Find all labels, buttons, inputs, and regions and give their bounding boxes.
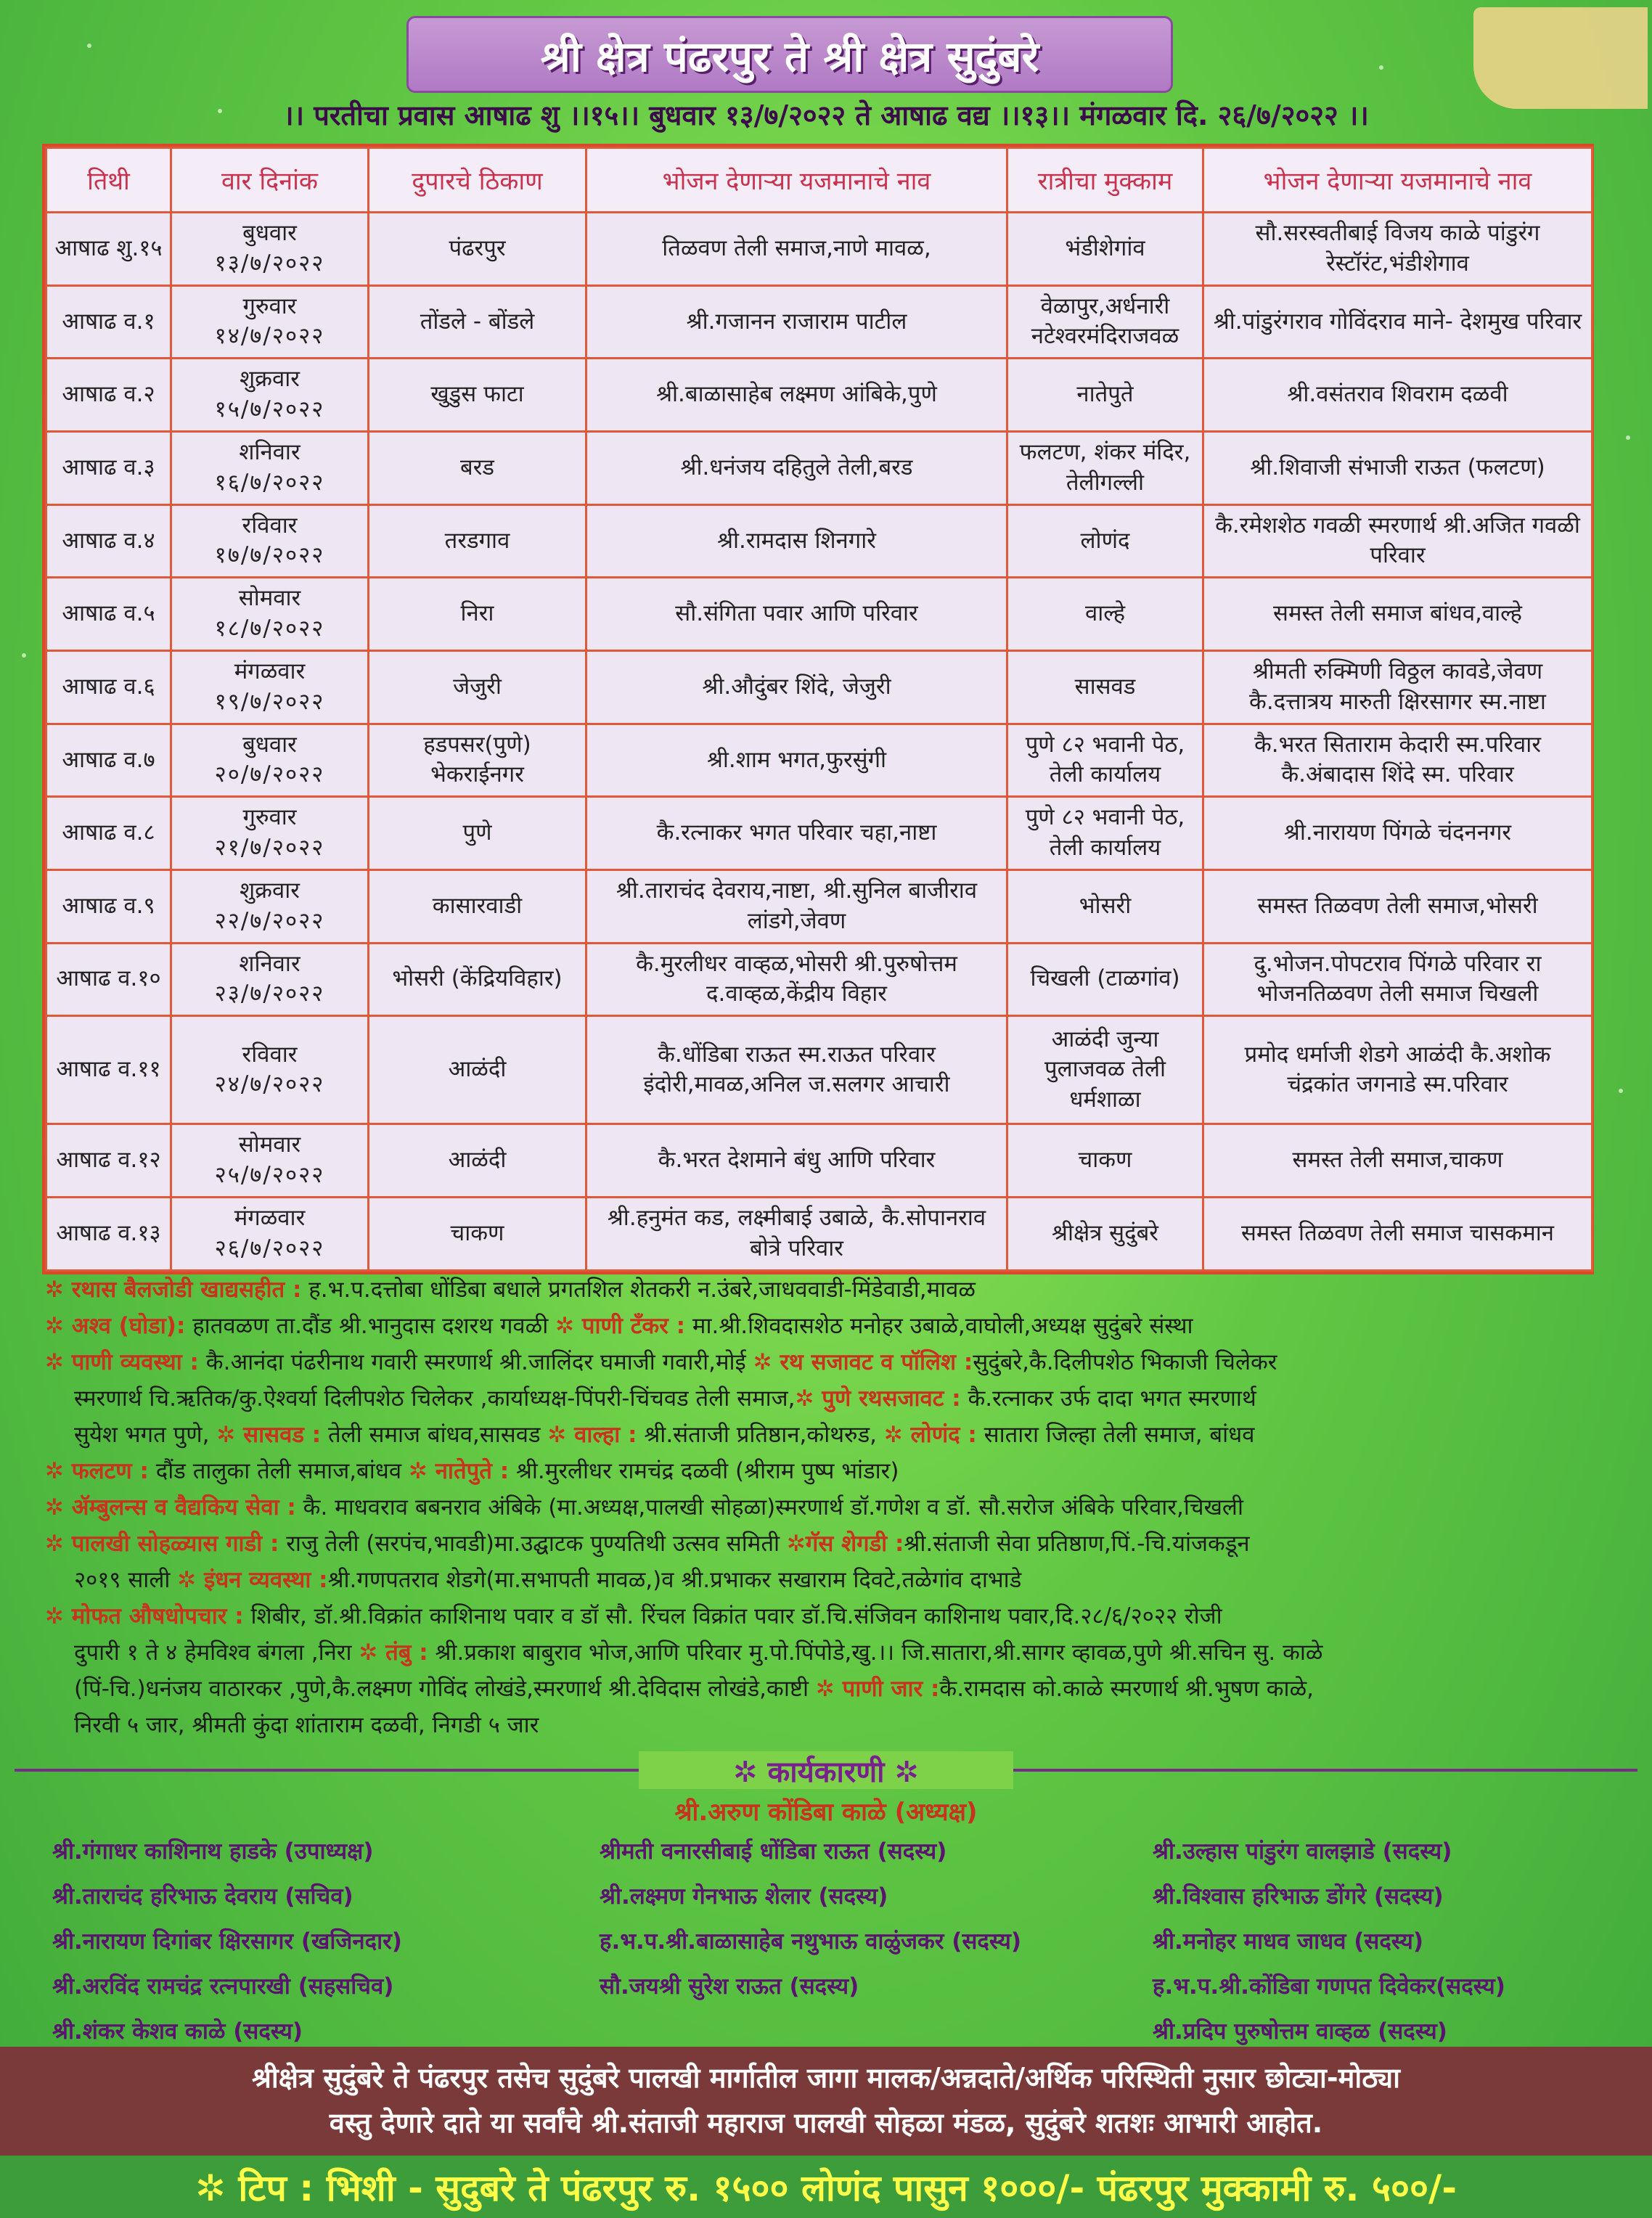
cell-noon-place: [369, 1198, 586, 1271]
header-noon-host: भोजन देणाऱ्या यजमानाचे नाव: [586, 148, 1007, 213]
cell-night-host-text: श्री.नारायण पिंगळे चंदननगर: [1283, 819, 1512, 846]
note-key: ✲ पालखी सोहळ्यास गाडी :: [45, 1531, 279, 1557]
cell-tithi-text: आषाढ व.५: [62, 600, 155, 627]
cell-noon-place-text: चाकण: [450, 1220, 504, 1247]
committee-member: श्री.ताराचंद हरिभाऊ देवराय (सचिव): [52, 1883, 353, 1910]
schedule-table: [42, 144, 1594, 1274]
cell-tithi: [46, 578, 171, 651]
note-key: ✲ मोफत औषधोपचार :: [45, 1603, 244, 1629]
cell-night-host: [1203, 504, 1592, 578]
cell-day-date: [171, 504, 369, 578]
note-line: [45, 1634, 1613, 1671]
cell-night-host: [1203, 359, 1592, 432]
cell-night-stay: [1007, 578, 1203, 651]
cell-night-stay-text: नातेपुते: [1076, 381, 1134, 408]
note-line: [45, 1671, 1613, 1707]
note-line: [45, 1272, 1613, 1308]
committee-member: ह.भ.प.श्री.बाळासाहेब नथुभाऊ वाळुंजकर (सदस्य): [600, 1928, 1022, 1955]
note-line: [45, 1707, 1613, 1743]
cell-night-host: [1203, 797, 1592, 870]
cell-noon-place: [369, 504, 586, 578]
committee-member: श्री.गंगाधर काशिनाथ हाडके (उपाध्यक्ष): [52, 1838, 374, 1865]
cell-tithi: [46, 285, 171, 359]
committee-member: श्री.नारायण दिगांबर क्षिरसागर (खजिनदार): [52, 1928, 402, 1955]
cell-day-date-text: बुधवार: [242, 731, 297, 758]
cell-noon-place: [369, 213, 586, 286]
cell-day-date-text: रविवार: [242, 1041, 298, 1068]
cell-night-host-text: श्री.वसंतराव शिवराम दळवी: [1287, 381, 1508, 408]
cell-noon-host-text: सौ.संगिता पवार आणि परिवार: [675, 600, 918, 627]
cell-noon-host: [586, 724, 1007, 797]
cell-noon-place: [369, 1124, 586, 1198]
note-line: [45, 1598, 1613, 1634]
note-key: ✲ पुणे रथसजावट :: [795, 1386, 961, 1412]
cell-day-date: [171, 1016, 369, 1124]
cell-noon-place-text: निरा: [460, 600, 494, 627]
cell-noon-host-text: तिळवण तेली समाज,नाणे मावळ,: [662, 234, 931, 261]
note-text: श्री.मुरलीधर रामचंद्र दळवी (श्रीराम पुष्प भांडार): [509, 1458, 899, 1484]
cell-night-host: [1203, 285, 1592, 359]
cell-night-stay-text: आळंदी जुन्या पुलाजवळ तेली धर्मशाळा: [1044, 1026, 1166, 1113]
cell-day-date-text: सोमवार: [238, 585, 301, 612]
cell-noon-place-text: बरड: [460, 454, 494, 480]
cell-tithi: [46, 504, 171, 578]
note-key: ✲ नातेपुते :: [408, 1458, 510, 1484]
note-line: [45, 1344, 1613, 1380]
cell-noon-place: [369, 869, 586, 943]
table-row: [46, 1198, 1592, 1271]
cell-noon-place-text: आळंदी: [448, 1056, 507, 1083]
cell-night-stay: [1007, 724, 1203, 797]
note-text: निरवी ५ जार, श्रीमती कुंदा शांताराम दळवी, निगडी ५ जार: [74, 1712, 539, 1738]
cell-day-date-text: १४/७/२०२२: [214, 323, 325, 350]
cell-tithi: [46, 1124, 171, 1198]
cell-noon-place: [369, 797, 586, 870]
cell-night-host-text: समस्त तेली समाज बांधव,वाल्हे: [1273, 600, 1522, 627]
committee-member: सौ.जयश्री सुरेश राऊत (सदस्य): [600, 1973, 859, 2000]
note-text: (पिं-चि.)धनंजय वाठारकर ,पुणे,कै.लक्ष्मण गोविंद लोखंडे,स्मरणार्थ श्री.देविदास लोखंडे,काष्टी: [74, 1676, 816, 1702]
cell-noon-place: [369, 578, 586, 651]
cell-tithi-text: आषाढ शु.१५: [54, 234, 163, 261]
cell-tithi: [46, 650, 171, 724]
note-text: दौंड तालुका तेली समाज,बांधव: [148, 1458, 409, 1484]
note-text: २०१९ साली: [74, 1567, 178, 1593]
schedule-body: [46, 213, 1592, 1271]
cell-night-host: [1203, 724, 1592, 797]
arrangements-notes: [45, 1272, 1613, 1765]
cell-night-host-text: श्री.शिवाजी संभाजी राऊत (फलटण): [1250, 454, 1545, 480]
note-key: ✲ रथ सजावट व पॉलिश :: [753, 1349, 973, 1375]
cell-day-date: [171, 1198, 369, 1271]
cell-noon-host: [586, 650, 1007, 724]
note-text: श्री.संताजी सेवा प्रतिष्ठाण,पिं.-चि.यांजकडून: [904, 1531, 1250, 1557]
cell-day-date-text: रविवार: [242, 512, 298, 539]
note-text: कै.रत्नाकर उर्फ दादा भगत स्मरणार्थ: [960, 1386, 1256, 1412]
committee-column-3: [1153, 1829, 1505, 2054]
cell-noon-host-text: श्री.गजानन राजाराम पाटील: [686, 308, 907, 335]
cell-noon-place: [369, 724, 586, 797]
cell-night-host: [1203, 943, 1592, 1016]
cell-day-date-text: मंगळवार: [234, 658, 306, 684]
note-line: [45, 1489, 1613, 1526]
cell-day-date-text: २६/७/२०२२: [214, 1235, 325, 1262]
note-text: स्मरणार्थ चि.ऋतिक/कु.ऐश्वर्या दिलीपशेठ चिलेकर ,कार्याध्यक्ष-पिंपरी-चिंचवड तेली समाज,: [74, 1386, 796, 1412]
cell-day-date: [171, 1124, 369, 1198]
cell-noon-place-text: पुणे: [462, 819, 492, 846]
cell-noon-host: [586, 359, 1007, 432]
cell-night-stay: [1007, 1016, 1203, 1124]
cell-night-stay: [1007, 504, 1203, 578]
thanks-line-1: श्रीक्षेत्र सुदुंबरे ते पंढरपुर तसेच सुदुंबरे पालखी मार्गातील जागा मालक/अन्नदाते/अर्थिक परिस्थिती नुसार छोट्या-मोठ्या: [252, 2062, 1400, 2094]
cell-night-host-text: श्रीमती रुक्मिणी विठ्ठल कावडे,जेवण कै.दत्तात्रय मारुती क्षिरसागर स्म.नाष्टा: [1249, 658, 1546, 715]
cell-noon-host: [586, 1198, 1007, 1271]
cell-night-stay-text: चाकण: [1078, 1147, 1132, 1174]
cell-night-host-text: समस्त तेली समाज,चाकण: [1292, 1147, 1503, 1174]
cell-tithi-text: आषाढ व.१२: [56, 1147, 161, 1174]
cell-tithi-text: आषाढ व.३: [62, 454, 155, 480]
cell-tithi-text: आषाढ व.१३: [56, 1220, 161, 1247]
note-text: ह.भ.प.दत्तोबा धोंडिबा बधाले प्रगतशिल शेतकरी न.उंबरे,जाधववाडी-मिंडेवाडी,मावळ: [301, 1277, 976, 1303]
cell-noon-host: [586, 213, 1007, 286]
cell-noon-place: [369, 285, 586, 359]
committee-member: श्री.विश्वास हरिभाऊ डोंगरे (सदस्य): [1153, 1883, 1444, 1910]
cell-night-host-text: प्रमोद धर्माजी शेडगे आळंदी कै.अशोक चंद्रकांत जगनाडे स्म.परिवार: [1244, 1041, 1551, 1098]
cell-tithi: [46, 724, 171, 797]
note-line: [45, 1562, 1613, 1598]
cell-night-stay: [1007, 650, 1203, 724]
cell-night-stay-text: लोणंद: [1080, 527, 1130, 554]
cell-tithi-text: आषाढ व.९: [62, 892, 155, 919]
note-text: मा.श्री.शिवदासशेठ मनोहर उबाळे,वाघोली,अध्यक्ष सुदुंबरे संस्था: [685, 1313, 1193, 1339]
note-text: सुयेश भगत पुणे,: [74, 1422, 217, 1448]
note-text: सुदुंबरे,कै.दिलीपशेठ भिकाजी चिलेकर: [973, 1349, 1277, 1375]
cell-night-host-text: सौ.सरस्वतीबाई विजय काळे पांडुरंग रेस्टॉरंट,भंडीशेगाव: [1255, 219, 1540, 277]
note-line: [45, 1417, 1613, 1453]
cell-day-date-text: २१/७/२०२२: [214, 835, 325, 862]
note-text: तेली समाज बांधव,सासवड: [321, 1422, 548, 1448]
cell-noon-host-text: श्री.शाम भगत,फुरसुंगी: [706, 746, 887, 773]
page-title: श्री क्षेत्र पंढरपुर ते श्री क्षेत्र सुदुंबरे: [540, 31, 1039, 81]
note-key: ✲ सासवड :: [216, 1422, 322, 1448]
cell-night-stay-text: पुणे ८२ भवानी पेठ, तेली कार्यालय: [1025, 804, 1185, 862]
cell-day-date-text: १३/७/२०२२: [214, 250, 325, 277]
cell-noon-host: [586, 431, 1007, 504]
cell-night-host: [1203, 869, 1592, 943]
cell-day-date: [171, 943, 369, 1016]
committee-member: श्री.प्रदिप पुरुषोत्तम वाव्हळ (सदस्य): [1153, 2018, 1447, 2045]
note-text: श्री.प्रकाश बाबुराव भोज,आणि परिवार मु.पो.पिंपोडे,खु.।। जि.सातारा,श्री.सागर व्हावळ,पुणे श्री.सचिन सु. काळे: [428, 1640, 1323, 1666]
cell-day-date-text: १६/७/२०२२: [214, 469, 325, 496]
table-row: [46, 943, 1592, 1016]
note-key: ✲ पाणी जार :: [815, 1676, 940, 1702]
cell-night-stay-text: फलटण, शंकर मंदिर, तेलीगल्ली: [1019, 438, 1191, 496]
cell-day-date-text: बुधवार: [242, 219, 297, 246]
cell-noon-host: [586, 943, 1007, 1016]
header-tithi: तिथी: [46, 148, 171, 213]
cell-tithi: [46, 797, 171, 870]
table-row: [46, 869, 1592, 943]
cell-night-stay: [1007, 431, 1203, 504]
table-row: [46, 797, 1592, 870]
cell-day-date-text: गुरुवार: [242, 804, 297, 831]
cell-day-date-text: शनिवार: [239, 438, 300, 465]
cell-day-date: [171, 724, 369, 797]
table-header-row: [46, 148, 1592, 213]
cell-day-date: [171, 285, 369, 359]
note-key: ✲ ॲम्बुलन्स व वैद्यकिय सेवा :: [45, 1494, 296, 1521]
committee-member: श्री.अरविंद रामचंद्र रत्नपारखी (सहसचिव): [52, 1973, 394, 2000]
note-text: कै.रामदास को.काळे स्मरणार्थ श्री.भुषण काळे,: [939, 1676, 1314, 1702]
cell-tithi-text: आषाढ व.११: [56, 1056, 161, 1083]
cell-noon-host-text: श्री.ताराचंद देवराय,नाष्टा, श्री.सुनिल बाजीराव लांडगे,जेवण: [616, 877, 978, 934]
note-text: सातारा जिल्हा तेली समाज, बांधव: [976, 1422, 1255, 1448]
note-text: कै. माधवराव बबनराव अंबिके (मा.अध्यक्ष,पालखी सोहळा)स्मरणार्थ डॉ.गणेश व डॉ. सौ.सरोज अंबिके परिवार,चिखली: [295, 1494, 1243, 1521]
header-day-date: वार दिनांक: [171, 148, 369, 213]
cell-night-stay: [1007, 285, 1203, 359]
cell-noon-place-text: हडपसर(पुणे) भेकराईनगर: [423, 731, 531, 788]
cell-day-date-text: शुक्रवार: [240, 366, 300, 393]
committee-member: श्री.लक्ष्मण गेनभाऊ शेलार (सदस्य): [600, 1883, 888, 1910]
cell-tithi: [46, 869, 171, 943]
committee-member: श्री.शंकर केशव काळे (सदस्य): [52, 2018, 303, 2045]
cell-noon-place-text: तोंडले - बोंडले: [420, 308, 535, 335]
cell-tithi-text: आषाढ व.७: [62, 746, 155, 773]
note-key: ✲ फलटण :: [45, 1458, 149, 1484]
committee-column-1: [52, 1829, 402, 2054]
cell-night-stay-text: पुणे ८२ भवानी पेठ, तेली कार्यालय: [1025, 731, 1185, 788]
title-banner: [406, 16, 1173, 93]
thanks-footer: [0, 2047, 1652, 2156]
cell-day-date-text: १९/७/२०२२: [214, 688, 325, 715]
note-key: ✲ तंबु :: [359, 1640, 428, 1666]
cell-noon-place: [369, 431, 586, 504]
cell-day-date: [171, 650, 369, 724]
committee-heading: ✲ कार्यकारणी ✲: [639, 1751, 1013, 1789]
cell-noon-host: [586, 1124, 1007, 1198]
note-text: श्री.गणपतराव शेडगे(मा.सभापती मावळ,)व श्री.प्रभाकर सखाराम दिवटे,तळेगांव दाभाडे: [327, 1567, 1022, 1593]
cell-noon-host: [586, 869, 1007, 943]
cell-night-stay-text: भोसरी: [1079, 892, 1132, 919]
cell-night-host-text: श्री.पांडुरंगराव गोविंदराव माने- देशमुख परिवार: [1213, 308, 1582, 335]
cell-night-stay: [1007, 943, 1203, 1016]
cell-tithi-text: आषाढ व.८: [62, 819, 155, 846]
cell-night-stay: [1007, 869, 1203, 943]
cell-night-stay: [1007, 359, 1203, 432]
cell-noon-place-text: पंढरपुर: [449, 234, 506, 261]
header-noon-place: दुपारचे ठिकाण: [369, 148, 586, 213]
cell-day-date-text: २२/७/२०२२: [214, 907, 325, 934]
note-line: [45, 1380, 1613, 1417]
note-line: [45, 1526, 1613, 1562]
committee-column-2: [600, 1829, 1021, 2009]
cell-day-date-text: २४/७/२०२२: [214, 1071, 325, 1098]
committee-member: ह.भ.प.श्री.कोंडिबा गणपत दिवेकर(सदस्य): [1153, 1973, 1505, 2000]
cell-tithi-text: आषाढ व.६: [62, 673, 155, 700]
cell-night-host-text: दु.भोजन.पोपटराव पिंगळे परिवार रा भोजनतिळवण तेली समाज चिखली: [1254, 950, 1542, 1007]
cell-day-date-text: १७/७/२०२२: [214, 542, 325, 569]
cell-tithi: [46, 1198, 171, 1271]
note-text: कै.आनंदा पंढरीनाथ गवारी स्मरणार्थ श्री.जालिंदर घमाजी गवारी,मोई: [198, 1349, 753, 1375]
note-key: ✲ लोणंद :: [883, 1422, 977, 1448]
table-row: [46, 431, 1592, 504]
note-text: शिबीर, डॉ.श्री.विक्रांत काशिनाथ पवार व डॉ सौ. रिंचल विक्रांत पवार डॉ.चि.संजिवन काशिनाथ पवार,दि.२८/६/२०२२ रोजी: [243, 1603, 1222, 1629]
note-key: ✲ अश्व (घोडा):: [45, 1313, 186, 1339]
cell-noon-place-text: कासारवाडी: [432, 892, 523, 919]
cell-night-stay: [1007, 797, 1203, 870]
cell-night-host-text: समस्त तिळवण तेली समाज,भोसरी: [1257, 892, 1538, 919]
cell-day-date-text: २३/७/२०२२: [214, 981, 325, 1007]
cell-day-date: [171, 359, 369, 432]
cell-noon-place: [369, 359, 586, 432]
cell-night-stay-text: श्रीक्षेत्र सुदुंबरे: [1052, 1220, 1158, 1247]
cell-night-stay: [1007, 1124, 1203, 1198]
cell-noon-host-text: श्री.बाळासाहेब लक्ष्मण आंबिके,पुणे: [656, 381, 937, 408]
cell-night-stay-text: वाल्हे: [1084, 600, 1126, 627]
cell-day-date-text: शनिवार: [239, 950, 300, 977]
note-key: ✲गॅस शेगडी :: [786, 1531, 904, 1557]
committee-member: श्रीमती वनारसीबाई धोंडिबा राऊत (सदस्य): [600, 1838, 947, 1865]
cell-tithi: [46, 431, 171, 504]
thanks-line-2: वस्तु देणारे दाते या सर्वांचे श्री.संताजी महाराज पालखी सोहळा मंडळ, सुदुंबरे शतशः आभारी आहोत.: [329, 2107, 1323, 2139]
table-row: [46, 650, 1592, 724]
cell-noon-host-text: कै.रत्नाकर भगत परिवार चहा,नाष्टा: [656, 819, 937, 846]
committee-member: श्री.उल्हास पांडुरंग वालझाडे (सदस्य): [1153, 1838, 1452, 1865]
cell-day-date: [171, 797, 369, 870]
cell-tithi-text: आषाढ व.१०: [56, 965, 161, 992]
cell-night-stay-text: वेळापुर,अर्धनारी नटेश्वरमंदिराजवळ: [1031, 292, 1179, 350]
cell-noon-place-text: तरडगाव: [444, 527, 510, 554]
table-row: [46, 724, 1592, 797]
tip-banner: ✲ टिप : भिशी - सुदुबरे ते पंढरपुर रु. १५०० लोणंद पासुन १०००/- पंढरपुर मुक्कामी रु. ५००/-: [0, 2156, 1652, 2218]
cell-night-stay-text: भंडीशेगांव: [1065, 234, 1145, 261]
cell-day-date-text: सोमवार: [238, 1131, 301, 1158]
cell-night-host-text: कै.भरत सिताराम केदारी स्म.परिवार कै.अंबादास शिंदे स्म. परिवार: [1254, 731, 1541, 788]
cell-noon-host-text: श्री.रामदास शिनगारे: [717, 527, 876, 554]
note-line: [45, 1453, 1613, 1489]
cell-day-date: [171, 213, 369, 286]
note-text: हातवळण ता.दौंड श्री.भानुदास दशरथ गवळी: [185, 1313, 556, 1339]
table-row: [46, 1016, 1592, 1124]
note-key: ✲ पाणी टॅंकर :: [555, 1313, 686, 1339]
cell-day-date: [171, 431, 369, 504]
cell-night-host: [1203, 1016, 1592, 1124]
cell-noon-place-text: खुडुस फाटा: [430, 381, 524, 408]
cell-night-stay-text: चिखली (टाळगांव): [1030, 965, 1180, 992]
subtitle: ।। परतीचा प्रवास आषाढ शु ।।१५।। बुधवार १३/७/२०२२ ते आषाढ वद्य ।।१३।। मंगळवार दि. २६/७/२०२२ ।।: [283, 99, 1369, 131]
header-night-host: भोजन देणाऱ्या यजमानाचे नाव: [1203, 148, 1592, 213]
cell-night-stay-text: सासवड: [1074, 673, 1136, 700]
cell-day-date: [171, 578, 369, 651]
cell-tithi-text: आषाढ व.२: [62, 381, 155, 408]
note-text: श्री.संताजी प्रतिष्ठान,कोथरुड,: [637, 1422, 884, 1448]
cell-noon-host: [586, 285, 1007, 359]
cell-day-date: [171, 869, 369, 943]
cell-day-date-text: १८/७/२०२२: [214, 615, 325, 642]
cell-day-date-text: १५/७/२०२२: [214, 396, 325, 423]
note-key: ✲ इंधन व्यवस्था :: [177, 1567, 328, 1593]
cell-noon-place: [369, 650, 586, 724]
cell-night-stay: [1007, 1198, 1203, 1271]
cell-tithi: [46, 213, 171, 286]
cell-tithi: [46, 359, 171, 432]
note-key: ✲ रथास बैलजोडी खाद्यसहीत :: [45, 1277, 302, 1303]
cell-noon-host-text: श्री.औदुंबर शिंदे, जेजुरी: [702, 673, 891, 700]
note-line: [45, 1308, 1613, 1344]
cell-noon-host-text: कै.धोंडिबा राऊत स्म.राऊत परिवार इंदोरी,मावळ,अनिल ज.सलगर आचारी: [643, 1041, 950, 1098]
cell-noon-place-text: भोसरी (केंद्रियविहार): [392, 965, 563, 992]
committee-member: श्री.मनोहर माधव जाधव (सदस्य): [1153, 1928, 1424, 1955]
cell-noon-place-text: जेजुरी: [453, 673, 502, 700]
cell-noon-host: [586, 578, 1007, 651]
note-key: ✲ वाल्हा :: [547, 1422, 637, 1448]
cell-tithi-text: आषाढ व.१: [62, 308, 155, 335]
cell-noon-host-text: कै.भरत देशमाने बंधु आणि परिवार: [658, 1147, 936, 1174]
cell-noon-host-text: श्री.धनंजय दहितुले तेली,बरड: [680, 454, 913, 480]
cell-noon-place: [369, 1016, 586, 1124]
cell-day-date-text: २०/७/२०२२: [214, 761, 325, 788]
cell-night-host: [1203, 578, 1592, 651]
cell-night-host-text: कै.रमेशशेठ गवळी स्मरणार्थ श्री.अजित गवळी परिवार: [1215, 512, 1580, 569]
cell-day-date-text: २५/७/२०२२: [214, 1162, 325, 1189]
cell-night-stay: [1007, 213, 1203, 286]
cell-day-date-text: मंगळवार: [234, 1205, 306, 1232]
cell-day-date-text: शुक्रवार: [240, 877, 300, 904]
table-row: [46, 213, 1592, 286]
cell-noon-place-text: आळंदी: [448, 1147, 507, 1174]
table-row: [46, 1124, 1592, 1198]
cell-day-date-text: गुरुवार: [242, 292, 297, 319]
cell-night-host: [1203, 1124, 1592, 1198]
cell-night-host-text: समस्त तिळवण तेली समाज चासकमान: [1240, 1220, 1555, 1247]
note-key: ✲ पाणी व्यवस्था :: [45, 1349, 199, 1375]
cell-noon-host: [586, 797, 1007, 870]
cell-noon-host: [586, 1016, 1007, 1124]
note-text: दुपारी १ ते ४ हेमविश्व बंगला ,निरा: [74, 1640, 359, 1666]
cell-noon-place: [369, 943, 586, 1016]
cell-noon-host: [586, 504, 1007, 578]
cell-tithi: [46, 943, 171, 1016]
cell-night-host: [1203, 1198, 1592, 1271]
table-row: [46, 285, 1592, 359]
header-night-stay: रात्रीचा मुक्काम: [1007, 148, 1203, 213]
table-row: [46, 504, 1592, 578]
cell-tithi: [46, 1016, 171, 1124]
cell-night-host: [1203, 650, 1592, 724]
cell-noon-host-text: श्री.हनुमंत कड, लक्ष्मीबाई उबाळे, कै.सोपानराव बोत्रे परिवार: [607, 1205, 986, 1262]
table-row: [46, 578, 1592, 651]
note-text: राजु तेली (सरपंच,भावडी)मा.उद्घाटक पुण्यतिथी उत्सव समिती: [279, 1531, 787, 1557]
committee-president: श्री.अरुण कोंडिबा काळे (अध्यक्ष): [674, 1798, 978, 1827]
cell-night-host: [1203, 431, 1592, 504]
table-row: [46, 359, 1592, 432]
cell-tithi-text: आषाढ व.४: [62, 527, 155, 554]
cell-night-host: [1203, 213, 1592, 286]
cell-noon-host-text: कै.मुरलीधर वाव्हळ,भोसरी श्री.पुरुषोत्तम द.वाव्हळ,केंद्रीय विहार: [636, 950, 957, 1007]
